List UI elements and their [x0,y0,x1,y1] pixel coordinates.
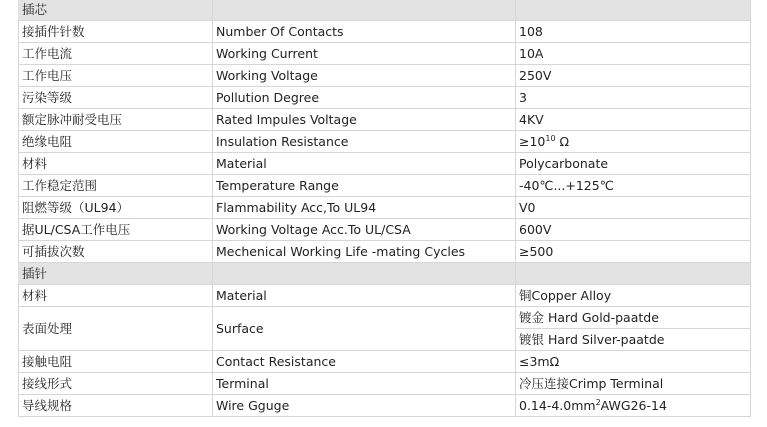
param-zh: 阻燃等级（UL94） [19,197,213,219]
param-value: 3 [516,87,751,109]
param-en: Material [213,153,516,175]
param-zh: 工作稳定范围 [19,175,213,197]
section-cell [213,0,516,21]
table-row [19,307,751,329]
param-value: 600V [516,219,751,241]
param-value: 镀银 Hard Silver-paatde [516,329,751,351]
table-row [19,87,751,109]
param-en: Surface [213,307,516,351]
section-row-insert [19,0,751,21]
param-zh: 据UL/CSA工作电压 [19,219,213,241]
param-en: Material [213,285,516,307]
table-row [19,109,751,131]
table-row [19,373,751,395]
param-zh: 表面处理 [19,307,213,351]
value-prefix: ≥10 [519,133,546,149]
param-zh: 可插拔次数 [19,241,213,263]
param-en: Working Voltage Acc.To UL/CSA [213,219,516,241]
param-en: Terminal [213,373,516,395]
param-value: 铜Copper Alloy [516,285,751,307]
table-row [19,219,751,241]
table-row [19,395,751,417]
param-en: Mechenical Working Life -mating Cycles [213,241,516,263]
param-zh: 接插件针数 [19,21,213,43]
param-zh: 材料 [19,285,213,307]
table-row [19,131,751,153]
param-en: Temperature Range [213,175,516,197]
section-cell [516,263,751,285]
section-row-pin [19,263,751,285]
table-row [19,21,751,43]
spec-table [18,0,751,417]
param-value: 250V [516,65,751,87]
param-value: -40℃...+125℃ [516,175,751,197]
param-zh: 污染等级 [19,87,213,109]
section-cell [213,263,516,285]
table-row [19,285,751,307]
param-en: Insulation Resistance [213,131,516,153]
param-zh: 材料 [19,153,213,175]
param-en: Contact Resistance [213,351,516,373]
section-cell [516,0,751,21]
value-prefix: 0.14-4.0mm [519,397,596,413]
param-value: ≤3mΩ [516,351,751,373]
param-zh: 额定脉冲耐受电压 [19,109,213,131]
param-en: Working Current [213,43,516,65]
param-value: 镀金 Hard Gold-paatde [516,307,751,329]
param-value: ≥500 [516,241,751,263]
param-zh: 工作电压 [19,65,213,87]
param-value: 10A [516,43,751,65]
param-value: 4KV [516,109,751,131]
param-zh: 接线形式 [19,373,213,395]
param-value [516,395,751,417]
param-value: V0 [516,197,751,219]
param-zh: 接触电阻 [19,351,213,373]
param-zh: 工作电流 [19,43,213,65]
param-zh: 绝缘电阻 [19,131,213,153]
table-row [19,197,751,219]
table-row [19,351,751,373]
table-row [19,65,751,87]
table-row [19,241,751,263]
section-title: 插针 [19,263,213,285]
section-title: 插芯 [19,0,213,21]
table-row [19,43,751,65]
param-en: Number Of Contacts [213,21,516,43]
table-row [19,153,751,175]
param-en: Pollution Degree [213,87,516,109]
param-value: 108 [516,21,751,43]
param-en: Working Voltage [213,65,516,87]
value-unit: Ω [555,133,570,149]
value-exponent: 2 [595,397,601,407]
param-en: Wire Gguge [213,395,516,417]
param-en: Rated Impules Voltage [213,109,516,131]
value-exponent: 10 [545,133,556,143]
param-en: Flammability Acc,To UL94 [213,197,516,219]
param-value: 冷压连接Crimp Terminal [516,373,751,395]
param-value [516,131,751,153]
table-row [19,175,751,197]
param-value: Polycarbonate [516,153,751,175]
value-unit: AWG26-14 [600,397,667,413]
param-zh: 导线规格 [19,395,213,417]
